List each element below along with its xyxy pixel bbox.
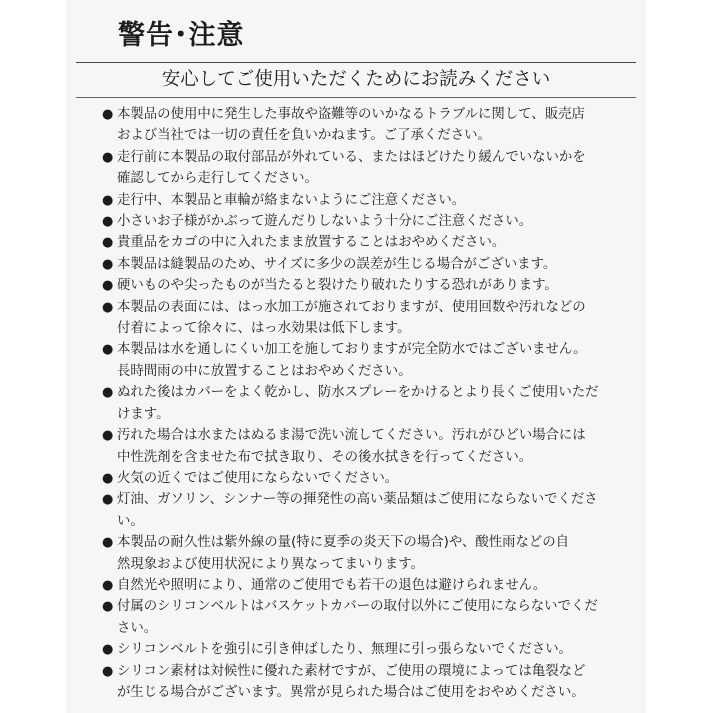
warning-text-line: 中性洗剤を含ませた布で拭き取り、その後水拭きを行ってください。 <box>117 449 533 465</box>
divider-top <box>76 62 636 63</box>
warning-text-line: 確認してから走行してください。 <box>117 171 318 187</box>
warning-list <box>104 104 638 703</box>
bullet-icon: ● <box>102 192 114 208</box>
warning-item <box>104 596 638 639</box>
warning-text-line: 小さいお子様がかぶって遊んだりしないよう十分にご注意ください。 <box>117 214 533 230</box>
bullet-icon: ● <box>102 470 114 486</box>
bullet-icon: ● <box>102 663 114 679</box>
warning-text-line: 本製品は縫製品のため、サイズに多少の誤差が生じる場合がございます。 <box>117 256 557 272</box>
warning-item <box>104 425 638 468</box>
warning-text-line: 付属のシリコンベルトはバスケットカバーの取付以外にご使用にならないでくだ <box>117 599 598 615</box>
warning-card <box>66 0 646 713</box>
warning-text-line: 本製品の耐久性は紫外線の量(特に夏季の炎天下の場合)や、酸性雨などの自 <box>117 535 570 551</box>
warning-item <box>104 489 638 532</box>
bullet-icon: ● <box>102 492 114 508</box>
warning-text-line: 硬いものや尖ったものが当たると裂けたり破れたりする恐れがあります。 <box>117 278 558 294</box>
warning-text-line: 然現象および使用状況により異なってまいります。 <box>117 556 424 572</box>
warning-text-line: 本製品は水を通しにくい加工を施しておりますが完全防水ではございません。 <box>117 342 587 358</box>
warning-item <box>104 382 638 425</box>
warning-item <box>104 661 638 704</box>
warning-item <box>104 254 638 275</box>
warning-text-line: 本製品の使用中に発生した事故や盗難等のいかなるトラブルに関して、販売店 <box>117 107 585 122</box>
warning-text-line: 汚れた場合は水またはぬるま湯で洗い流してください。汚れがひどい場合には <box>117 428 586 444</box>
warning-text-line: 付着によって徐々に、はっ水効果は低下します。 <box>117 321 411 337</box>
warning-text-line: 灯油、ガソリン、シンナー等の揮発性の高い薬品類はご使用にならないでくださ <box>117 492 598 508</box>
bullet-icon: ● <box>102 235 114 251</box>
bullet-icon: ● <box>102 428 114 444</box>
warning-text-line: 走行前に本製品の取付部品が外れている、またはほどけたり緩んでいないかを <box>117 149 586 165</box>
warning-text-line: 貴重品をカゴの中に入れたまま放置することはおやめください。 <box>117 235 506 251</box>
bullet-icon: ● <box>102 535 114 551</box>
warning-text-line: 自然光や照明により、通常のご使用でも若干の退色は避けられません。 <box>117 577 547 593</box>
warning-text-line: 火気の近くではご使用にならないでください。 <box>117 470 399 486</box>
warning-text-line: および当社では一切の責任を負いかねます。ご了承ください。 <box>117 128 491 144</box>
warning-item <box>104 339 638 382</box>
bullet-icon: ● <box>102 149 114 165</box>
warning-text-line: 走行中、本製品と車輪が絡まないようにご注意ください。 <box>117 192 466 208</box>
bullet-icon: ● <box>102 299 114 315</box>
warning-item <box>104 297 638 340</box>
warning-text-line: 本製品の表面には、はっ水加工が施されておりますが、使用回数や汚れなどの <box>117 299 586 315</box>
bullet-icon: ● <box>102 107 114 122</box>
bullet-icon: ● <box>102 642 114 658</box>
warning-text-line: ぬれた後はカバーをよく乾かし、防水スプレーをかけるとより長くご使用いただ <box>117 385 599 401</box>
warning-text-line: さい。 <box>117 620 158 636</box>
warning-item <box>104 275 638 296</box>
warning-text-line: い。 <box>117 513 144 529</box>
subtitle: 安心してご使用いただくためにお読みください <box>161 69 551 90</box>
bullet-icon: ● <box>102 214 114 230</box>
warning-item <box>104 232 638 253</box>
warning-text-line: 長時間雨の中に放置することはおやめください。 <box>117 363 412 379</box>
warning-item <box>104 532 638 575</box>
warning-item <box>104 104 638 147</box>
warning-item <box>104 468 638 489</box>
warning-text-line: が生じる場合がございます。異常が見られた場合はご使用をおやめください。 <box>117 684 585 700</box>
bullet-icon: ● <box>102 342 114 358</box>
warning-item <box>104 211 638 232</box>
bullet-icon: ● <box>102 278 114 294</box>
warning-item <box>104 575 638 596</box>
bullet-icon: ● <box>102 577 114 593</box>
bullet-icon: ● <box>102 256 114 272</box>
page-title: 警告･注意 <box>118 20 245 51</box>
warning-text-line: けます。 <box>117 406 170 422</box>
warning-item <box>104 147 638 190</box>
warning-text-line: シリコンベルトを強引に引き伸ばしたり、無理に引っ張らないでください。 <box>117 642 573 658</box>
divider-bottom <box>76 97 636 98</box>
warning-item <box>104 639 638 660</box>
bullet-icon: ● <box>102 385 114 401</box>
bullet-icon: ● <box>102 599 114 615</box>
warning-item <box>104 190 638 211</box>
warning-text-line: シリコン素材は対候性に優れた素材ですが、ご使用の環境によっては亀裂など <box>117 663 586 679</box>
